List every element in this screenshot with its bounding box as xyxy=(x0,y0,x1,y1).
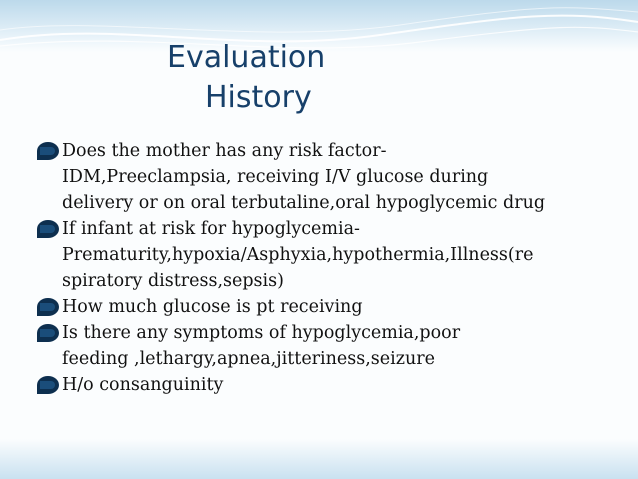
bullet-item xyxy=(36,372,626,398)
bullet-line: Is there any symptoms of hypoglycemia,poor xyxy=(62,323,461,343)
bullet-item xyxy=(36,216,626,294)
bullet-list xyxy=(36,138,626,398)
bullet-item xyxy=(36,138,626,216)
bullet-line: If infant at risk for hypoglycemia- xyxy=(62,219,360,239)
title-line-1: Evaluation xyxy=(167,40,326,75)
bullet-icon xyxy=(37,298,59,316)
title-line-2: History xyxy=(205,80,312,115)
bullet-icon xyxy=(37,376,59,394)
bullet-line: delivery or on oral terbutaline,oral hypoglycemic drug xyxy=(62,193,546,213)
bullet-item xyxy=(36,294,626,320)
bullet-icon xyxy=(37,220,59,238)
bullet-line: H/o consanguinity xyxy=(62,375,224,395)
bullet-icon xyxy=(37,142,59,160)
bullet-line: Does the mother has any risk factor- xyxy=(62,141,387,161)
bottom-decorative-band xyxy=(0,439,638,479)
bullet-line: How much glucose is pt receiving xyxy=(62,297,363,317)
bullet-icon xyxy=(37,324,59,342)
bullet-line: IDM,Preeclampsia, receiving I/V glucose during xyxy=(62,167,489,187)
bullet-item xyxy=(36,320,626,372)
bullet-line: spiratory distress,sepsis) xyxy=(62,271,284,291)
bullet-line: feeding ,lethargy,apnea,jitteriness,seizure xyxy=(62,349,435,369)
bullet-line: Prematurity,hypoxia/Asphyxia,hypothermia,Illness(re xyxy=(62,245,534,265)
